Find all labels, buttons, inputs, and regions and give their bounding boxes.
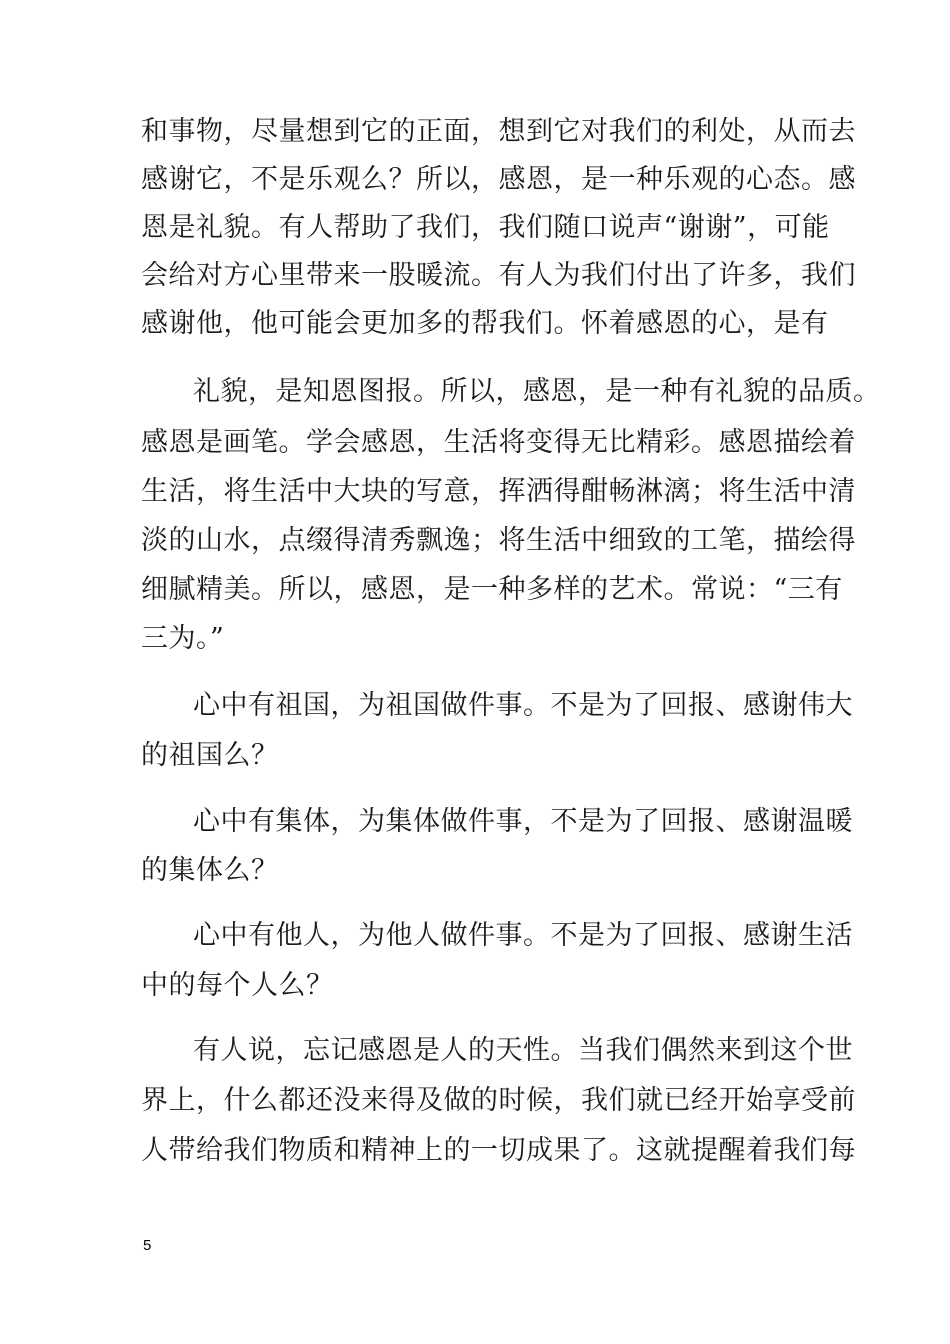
text-line: 三为。”	[141, 623, 225, 654]
text-line: 界上，什么都还没来得及做的时候，我们就已经开始享受前	[141, 1085, 856, 1116]
text-line: 心中有祖国，为祖国做件事。不是为了回报、感谢伟大	[193, 690, 853, 721]
page-number: 5	[143, 1237, 152, 1254]
text-line: 的集体么？	[141, 855, 279, 886]
text-line: 恩是礼貌。有人帮助了我们，我们随口说声“谢谢”，可能	[141, 212, 830, 243]
text-line: 礼貌，是知恩图报。所以，感恩，是一种有礼貌的品质。	[193, 376, 881, 407]
text-line: 中的每个人么？	[141, 970, 334, 1001]
text-line: 心中有集体，为集体做件事，不是为了回报、感谢温暖	[193, 806, 853, 837]
text-line: 和事物，尽量想到它的正面，想到它对我们的利处，从而去	[141, 116, 856, 147]
text-line: 感谢他，他可能会更加多的帮我们。怀着感恩的心，是有	[141, 308, 829, 339]
text-line: 感谢它，不是乐观么？所以，感恩，是一种乐观的心态。感	[141, 164, 856, 195]
text-line: 心中有他人，为他人做件事。不是为了回报、感谢生活	[193, 920, 853, 951]
text-line: 的祖国么？	[141, 740, 279, 771]
text-line: 细腻精美。所以，感恩，是一种多样的艺术。常说：“三有	[141, 574, 843, 605]
text-line: 会给对方心里带来一股暖流。有人为我们付出了许多，我们	[141, 260, 856, 291]
text-line: 有人说，忘记感恩是人的天性。当我们偶然来到这个世	[193, 1035, 853, 1066]
text-line: 生活，将生活中大块的写意，挥洒得酣畅淋漓；将生活中清	[141, 476, 856, 507]
text-line: 淡的山水，点缀得清秀飘逸；将生活中细致的工笔，描绘得	[141, 525, 856, 556]
text-line: 感恩是画笔。学会感恩，生活将变得无比精彩。感恩描绘着	[141, 427, 856, 458]
text-line: 人带给我们物质和精神上的一切成果了。这就提醒着我们每	[141, 1135, 856, 1166]
